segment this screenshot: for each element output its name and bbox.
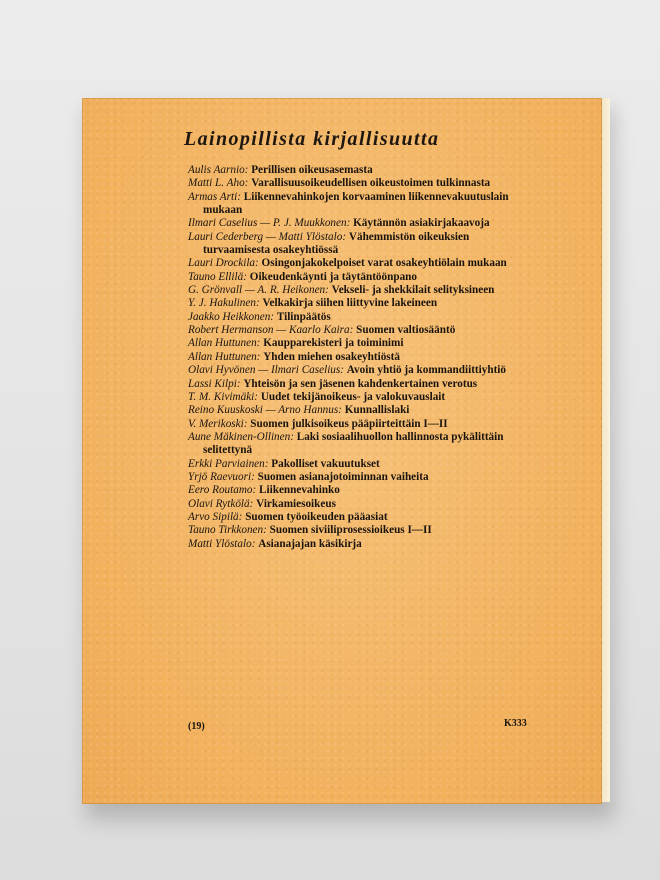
entry-author: Olavi Rytkölä: bbox=[188, 497, 254, 510]
list-item bbox=[188, 431, 518, 458]
entry-title: Oikeudenkäynti ja täytäntöönpano bbox=[249, 270, 417, 283]
list-item bbox=[188, 284, 518, 297]
list-item bbox=[188, 351, 518, 364]
list-item bbox=[188, 231, 518, 258]
entry-author: Arvo Sipilä: bbox=[188, 510, 243, 523]
entry-title: Suomen asianajotoiminnan vaiheita bbox=[257, 470, 429, 483]
list-item bbox=[188, 391, 518, 404]
entry-author: Eero Routamo: bbox=[188, 484, 257, 497]
entry-title: Laki sosiaalihuollon hallinnosta pykälittäin selitettynä bbox=[203, 430, 504, 457]
entry-author: Lauri Cederberg — Matti Ylöstalo: bbox=[188, 230, 347, 243]
list-item bbox=[188, 418, 518, 431]
entry-author: Robert Hermanson — Kaarlo Kaira: bbox=[188, 324, 354, 337]
entry-title: Velkakirja siihen liittyvine lakeineen bbox=[262, 297, 438, 310]
entry-author: Aulis Aarnio: bbox=[188, 164, 249, 176]
print-code: K333 bbox=[504, 718, 527, 729]
entry-title: Kaupparekisteri ja toiminimi bbox=[263, 337, 404, 350]
list-item bbox=[188, 484, 518, 497]
list-item bbox=[188, 311, 518, 324]
entry-author: Armas Arti: bbox=[188, 190, 241, 203]
entry-author: Ilmari Caselius — P. J. Muukkonen: bbox=[188, 217, 351, 230]
list-item bbox=[188, 538, 518, 551]
entry-author: Allan Huttunen: bbox=[188, 350, 261, 363]
entry-author: Yrjö Raevuori: bbox=[188, 470, 255, 483]
entry-title: Suomen valtiosääntö bbox=[356, 324, 456, 337]
list-item bbox=[188, 471, 518, 484]
entry-author: Aune Mäkinen-Ollinen: bbox=[188, 430, 294, 443]
entry-title: Vähemmistön oikeuksien turvaamisesta osakeyhtiössä bbox=[203, 230, 470, 257]
entry-author: G. Grönvall — A. R. Heikonen: bbox=[188, 284, 329, 297]
entry-title: Varallisuusoikeudellisen oikeustoimen tulkinnasta bbox=[251, 177, 491, 190]
list-item bbox=[188, 297, 518, 310]
entry-author: Tauno Ellilä: bbox=[188, 270, 247, 283]
entry-title: Avoin yhtiö ja kommandiittiyhtiö bbox=[346, 364, 507, 377]
list-item bbox=[188, 511, 518, 524]
list-item bbox=[188, 524, 518, 537]
list-item bbox=[188, 458, 518, 471]
list-item bbox=[188, 324, 518, 337]
book-back-cover bbox=[82, 98, 602, 804]
entry-author: Erkki Parviainen: bbox=[188, 457, 269, 470]
list-item bbox=[188, 257, 518, 270]
entry-title: Yhteisön ja sen jäsenen kahdenkertainen verotus bbox=[243, 377, 478, 390]
book-list bbox=[188, 164, 518, 551]
cover-heading: Lainopillista kirjallisuutta bbox=[184, 128, 440, 150]
entry-title: Kunnallislaki bbox=[344, 404, 410, 417]
list-item bbox=[188, 164, 518, 177]
list-item bbox=[188, 378, 518, 391]
list-item bbox=[188, 177, 518, 190]
entry-author: Lauri Drockila: bbox=[188, 257, 259, 270]
entry-title: Suomen työoikeuden pääasiat bbox=[245, 510, 388, 523]
entry-author: Jaakko Heikkonen: bbox=[188, 310, 275, 323]
entry-author: Matti Ylöstalo: bbox=[188, 537, 256, 550]
entry-title: Asianajajan käsikirja bbox=[258, 537, 362, 550]
entry-title: Vekseli- ja shekkilait selityksineen bbox=[331, 284, 495, 297]
entry-title: Liikennevahinkojen korvaaminen liikennevakuutuslain mukaan bbox=[203, 190, 509, 217]
entry-author: Olavi Hyvönen — Ilmari Caselius: bbox=[188, 364, 344, 377]
list-item bbox=[188, 271, 518, 284]
entry-author: Y. J. Hakulinen: bbox=[188, 297, 260, 310]
entry-title: Pakolliset vakuutukset bbox=[271, 457, 380, 470]
entry-author: V. Merikoski: bbox=[188, 417, 248, 430]
entry-author: Tauno Tirkkonen: bbox=[188, 524, 267, 537]
entry-author: Matti L. Aho: bbox=[188, 177, 249, 190]
list-item bbox=[188, 217, 518, 230]
entry-title: Liikennevahinko bbox=[259, 484, 340, 497]
list-item bbox=[188, 364, 518, 377]
entry-author: T. M. Kivimäki: bbox=[188, 390, 259, 403]
series-number: (19) bbox=[188, 721, 205, 732]
list-item bbox=[188, 404, 518, 417]
entry-author: Allan Huttunen: bbox=[188, 337, 261, 350]
entry-title: Suomen siviiliprosessioikeus I—II bbox=[269, 524, 432, 537]
entry-author: Reino Kuuskoski — Arno Hannus: bbox=[188, 404, 342, 417]
entry-title: Uudet tekijänoikeus- ja valokuvauslait bbox=[260, 390, 446, 403]
entry-title: Perillisen oikeusasemasta bbox=[251, 164, 373, 176]
entry-title: Yhden miehen osakeyhtiöstä bbox=[263, 350, 400, 363]
list-item bbox=[188, 498, 518, 511]
list-item bbox=[188, 337, 518, 350]
entry-title: Suomen julkisoikeus pääpiirteittäin I—II bbox=[250, 417, 448, 430]
entry-title: Tilinpäätös bbox=[276, 310, 331, 323]
entry-author: Lassi Kilpi: bbox=[188, 377, 241, 390]
list-item bbox=[188, 191, 518, 218]
entry-title: Virkamiesoikeus bbox=[256, 497, 336, 510]
entry-title: Käytännön asiakirjakaavoja bbox=[353, 217, 490, 230]
entry-title: Osingonjakokelpoiset varat osakeyhtiölain mukaan bbox=[261, 257, 507, 270]
